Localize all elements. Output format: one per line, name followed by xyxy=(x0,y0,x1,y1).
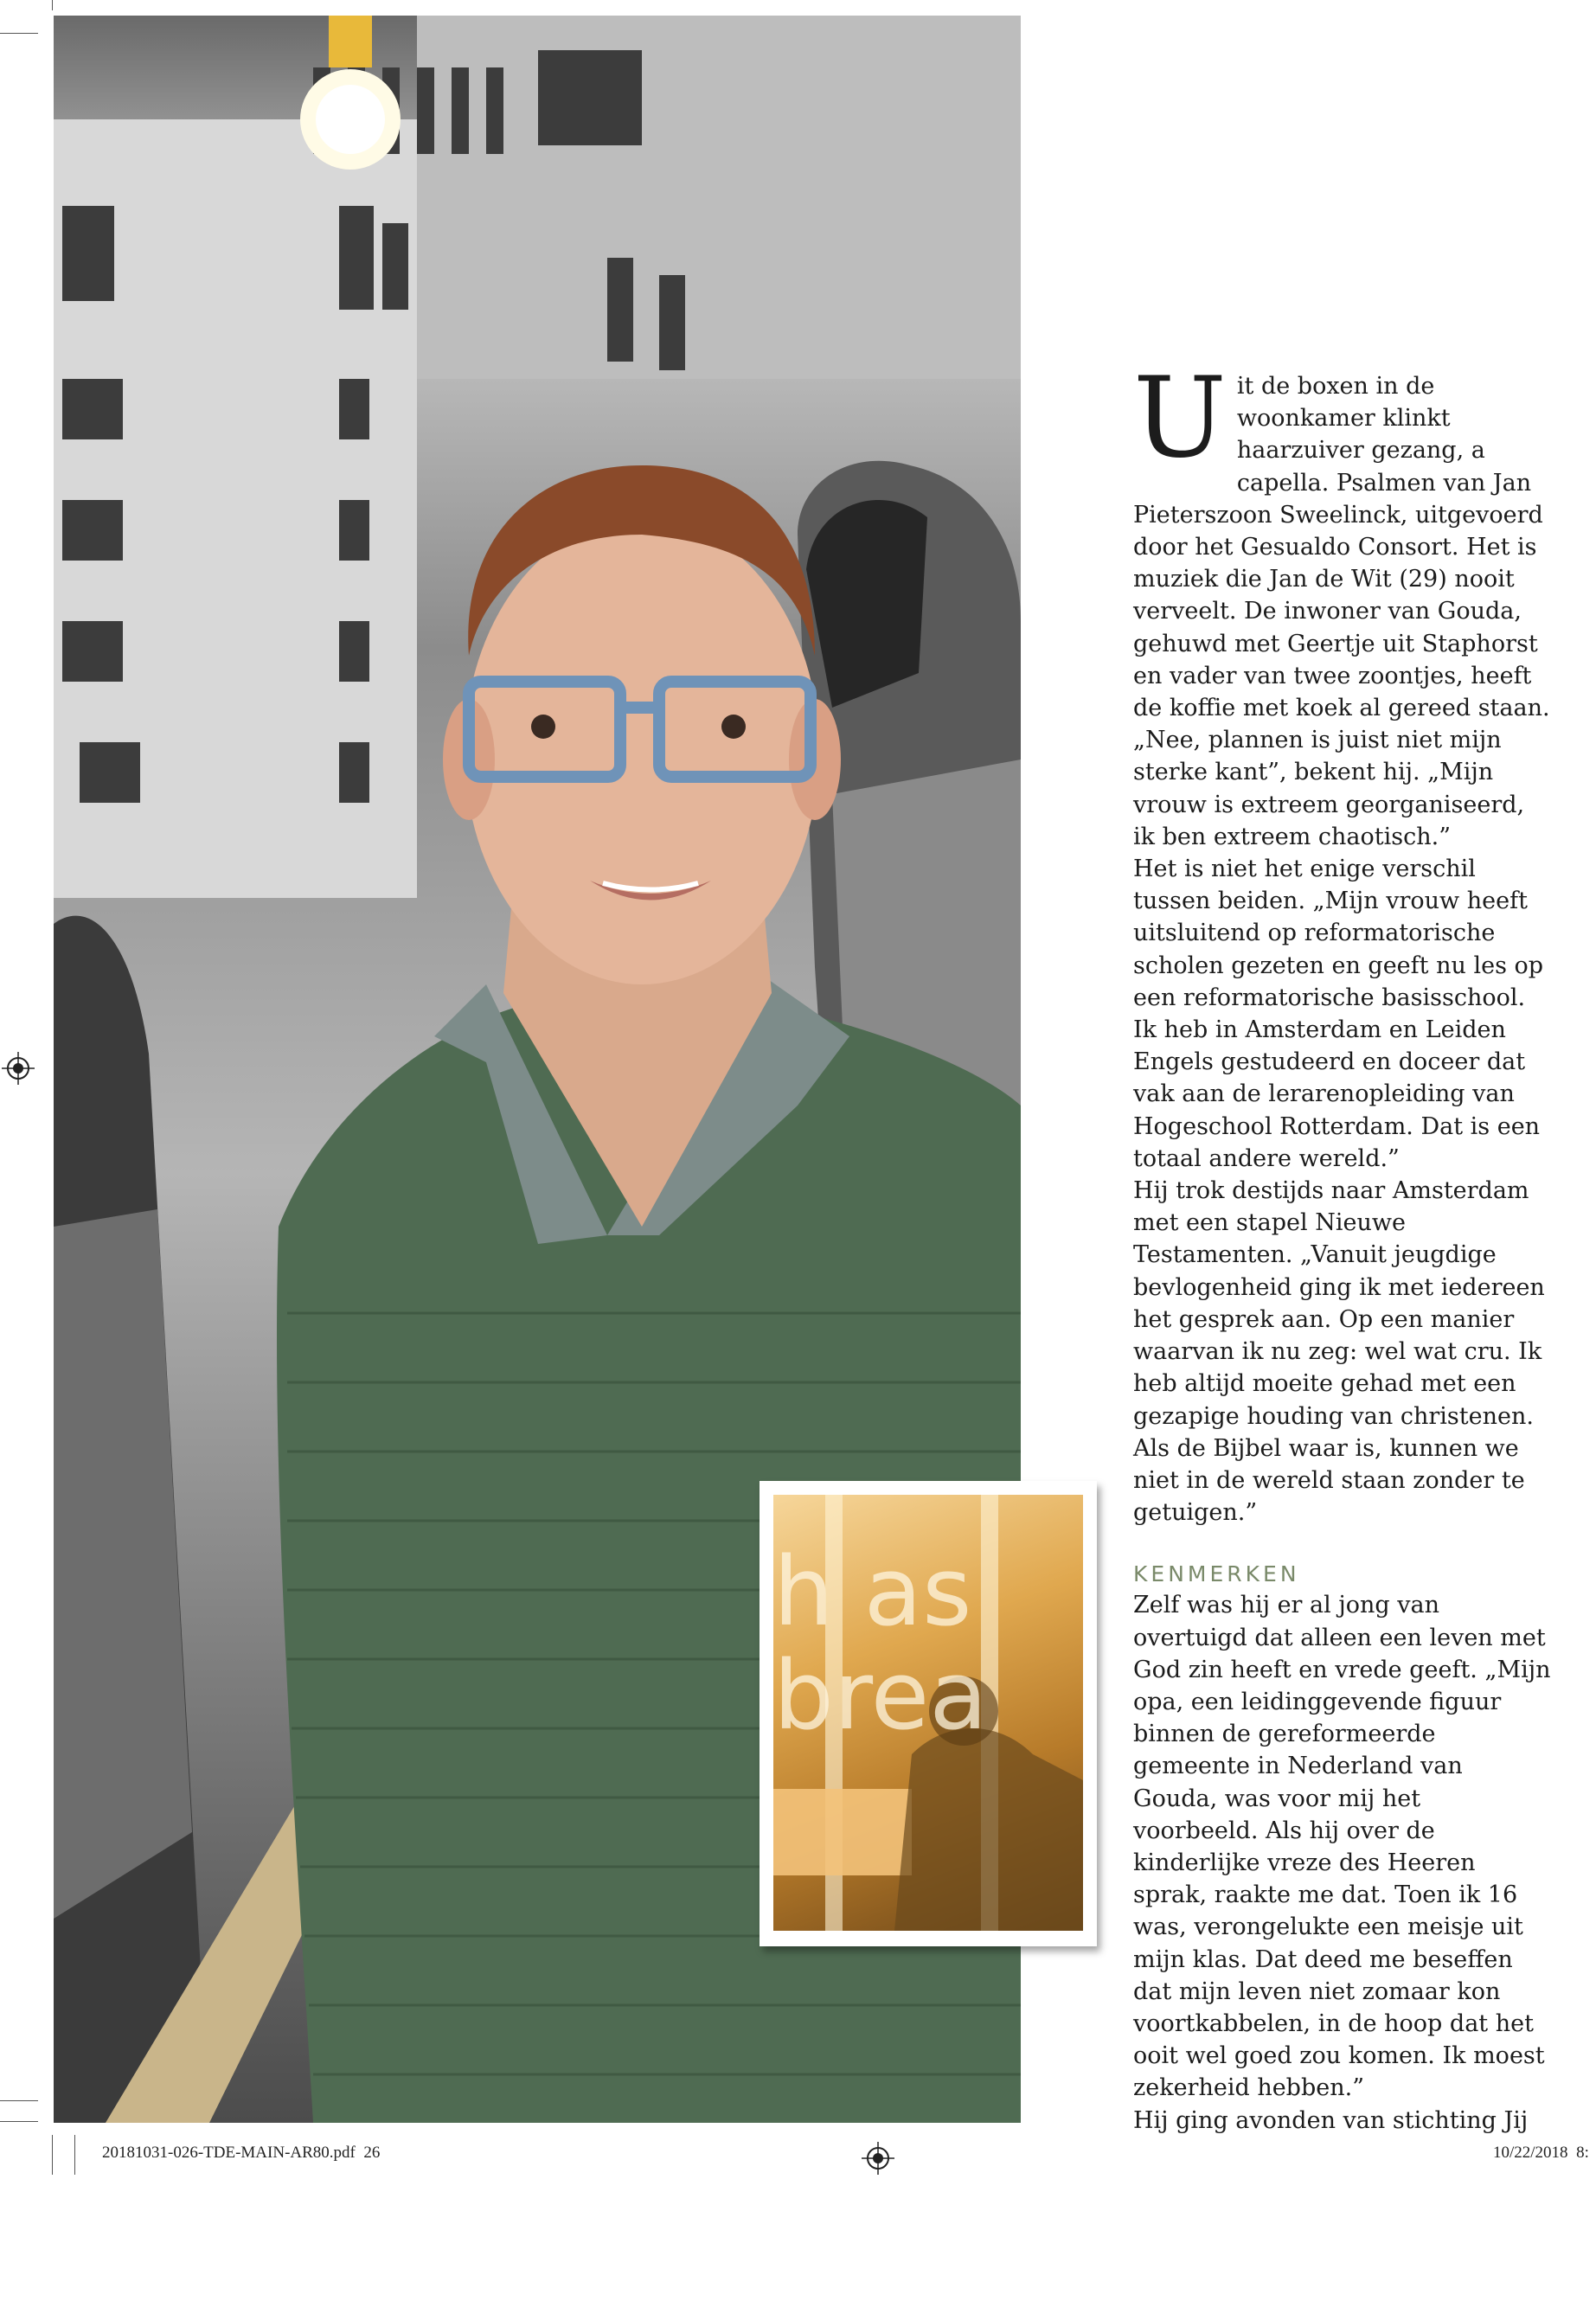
footer-filename xyxy=(102,2144,380,2163)
crop-mark-bottom-left-2 xyxy=(0,2121,38,2122)
paragraph-4: Zelf was hij er al jong van overtuigd dat alleen een leven met God zin heeft en vrede geeft. „Mijn opa, een leidinggevende figuur binnen de gereformeerde gemeente in Nederland van Gouda, was voor mij het voorbeeld. Als hij over de kinderlijke vreze des Heeren sprak, raakte me dat. Toen ik 16 was, verongelukte een meisje uit mijn klas. Dat deed me beseffen dat mijn leven niet zomaar kon voortkabbelen, in de hoop dat het ooit wel goed zou komen. Ik moest zekerheid hebben.” xyxy=(1133,1592,1551,2102)
crop-mark-bottom-vertical xyxy=(52,2135,53,2175)
window-lettering-2: brea xyxy=(773,1640,988,1751)
dropcap: U xyxy=(1133,354,1227,483)
footer-time: 8: xyxy=(1576,2144,1589,2162)
inset-photo xyxy=(773,1495,1083,1931)
footer-date: 10/22/2018 xyxy=(1493,2144,1568,2162)
crop-mark-bottom-vertical-2 xyxy=(74,2135,75,2175)
footer-page: 26 xyxy=(363,2144,381,2162)
paragraph-5: Hij ging avonden van stichting Jij xyxy=(1133,2106,1529,2134)
lead-text: it de boxen in de woonkamer klinkt haarzuiver gezang, a capella. Psalmen van Jan Pieterszoon Sweelinck, uitgevoerd door het Gesualdo Consort. Het is muziek die Jan de Wit (29) nooit verveelt. De inwoner van Gouda, gehuwd met Geertje uit Staphorst en vader van twee zoontjes, heeft de koffie met koek al gereed staan. „Nee, plannen is juist niet mijn sterke kant”, bekent hij. „Mijn vrouw is extreem georganiseerd, ik ben extreem chaotisch.” xyxy=(1133,373,1550,850)
lead-paragraph xyxy=(1133,354,1553,853)
paragraph-3: Hij trok destijds naar Amsterdam met een stapel Nieuwe Testamenten. „Vanuit jeugdige bevlogenheid ging ik met iedereen het gesprek aan. Op een manier waarvan ik nu zeg: wel wat cru. Ik heb altijd moeite gehad met een gezapige houding van christenen. Als de Bijbel waar is, kunnen we niet in de wereld staan zonder te getuigen.” xyxy=(1133,1177,1545,1527)
subhead-kenmerken: KENMERKEN xyxy=(1133,1561,1300,1587)
footer-timestamp xyxy=(1493,2144,1589,2163)
article-body xyxy=(1133,354,1553,2137)
crop-mark-bottom-left xyxy=(0,2100,38,2101)
paragraph-2: Het is niet het enige verschil tussen beiden. „Mijn vrouw heeft uitsluitend op reformatorische scholen gezeten en geeft nu les op een reformatorische basisschool. Ik heb in Amsterdam en Leiden Engels gestudeerd en doceer dat vak aan de lerarenopleiding van Hogeschool Rotterdam. Dat is een totaal andere wereld.” xyxy=(1133,856,1544,1172)
window-lettering-1: h as xyxy=(773,1536,972,1647)
crop-mark-top-left xyxy=(0,33,38,34)
inset-photo-frame xyxy=(760,1481,1097,1946)
registration-mark-icon xyxy=(862,2142,894,2175)
footer-file: 20181031-026-TDE-MAIN-AR80.pdf xyxy=(102,2144,356,2162)
crop-mark-top-vertical xyxy=(52,0,53,10)
registration-mark-icon xyxy=(2,1052,35,1085)
